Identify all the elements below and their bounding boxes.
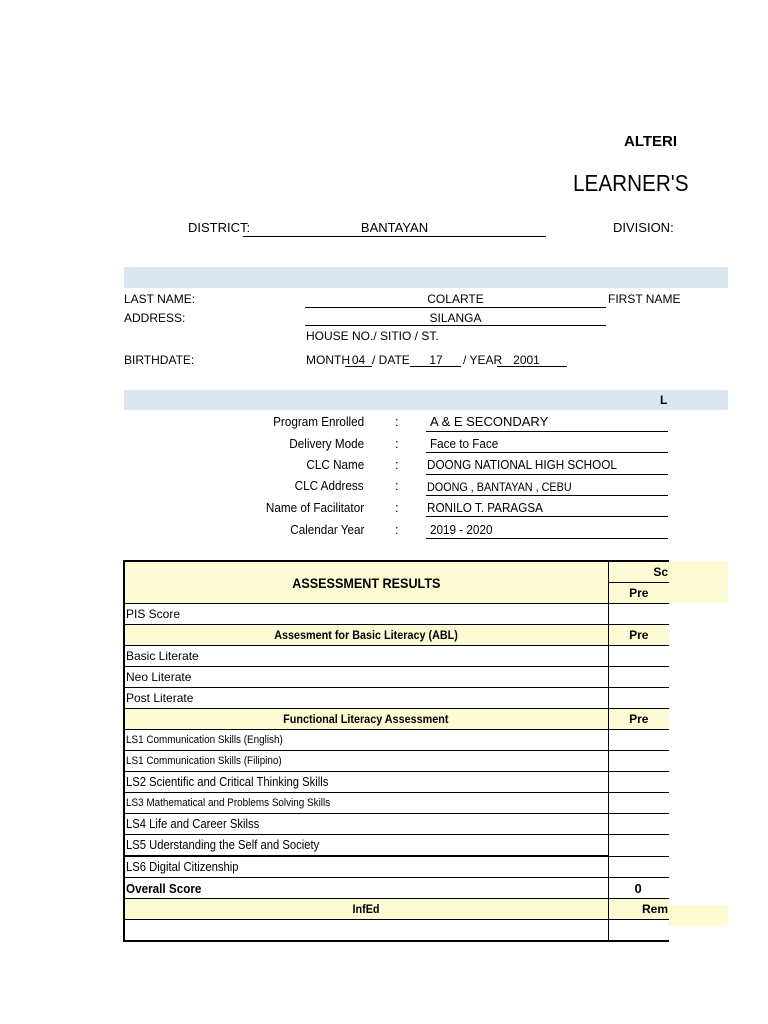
program-enrolled-colon: : [395,414,399,429]
pis-score-label: PIS Score [124,604,608,625]
table-row [124,856,669,878]
form-title: LEARNER'S [573,170,689,196]
abl-header: Assesment for Basic Literacy (ABL) [124,625,608,646]
calendar-year-label: Calendar Year [289,522,364,537]
birth-day-value: 17 [429,353,443,367]
section-band-letter: L [660,393,668,407]
abl-row-label: Neo Literate [124,667,608,688]
infed-header: InfEd [124,899,608,920]
overall-score-label: Overall Score [124,878,608,899]
clc-name-colon: : [395,457,399,472]
delivery-mode-value: Face to Face [430,436,499,451]
clc-address-label: CLC Address [295,478,364,493]
pis-row [124,604,669,625]
facilitator-underline [426,516,668,517]
section-band-personal [124,267,728,288]
pis-score-value [608,604,669,625]
calendar-year-underline [426,538,668,539]
facilitator-label: Name of Facilitator [265,500,364,515]
clc-name-underline [426,474,668,475]
ls-row-label: LS4 Life and Career Skilss [124,814,608,835]
results-header-row [124,561,669,583]
ls-row-value [608,793,669,814]
division-label: DIVISION: [613,220,674,235]
district-value: BANTAYAN [360,220,429,235]
infed-row [124,920,669,942]
delivery-mode-label: Delivery Mode [289,436,364,451]
abl-row-value [608,688,669,709]
program-enrolled-value: A & E SECONDARY [430,414,549,429]
assessment-results-table [123,560,669,942]
birth-year-value: 2001 [513,353,540,367]
ls-row-label: LS1 Communication Skills (Filipino) [124,751,608,772]
ls-row-label: LS2 Scientific and Critical Thinking Skills [124,772,608,793]
address-caption: HOUSE NO./ SITIO / ST. [306,329,439,343]
birth-year-underline [497,366,567,367]
birthdate-label: BIRTHDATE: [124,353,195,367]
rem-value [608,920,669,942]
fla-pre-header: Pre [608,709,669,730]
district-underline [243,236,546,237]
overall-score-value: 0 [608,878,669,899]
first-name-label: FIRST NAME [608,292,681,306]
ls-row-value [608,751,669,772]
abl-row-label: Basic Literate [124,646,608,667]
delivery-mode-underline [426,452,668,453]
section-band-program [124,390,728,410]
address-label: ADDRESS: [124,311,186,325]
rem-header: Rem [608,899,669,920]
ls-row-value [608,835,669,857]
ls-row-value [608,856,669,878]
facilitator-colon: : [395,500,399,515]
fla-header: Functional Literacy Assessment [124,709,608,730]
table-row [124,667,669,688]
table-row [124,793,669,814]
district-label: DISTRICT: [188,220,251,235]
table-row [124,751,669,772]
ls-row-label: LS3 Mathematical and Problems Solving Skills [124,793,608,814]
program-enrolled-underline [426,431,668,432]
clc-name-value: DOONG NATIONAL HIGH SCHOOL [427,457,617,472]
program-enrolled-label: Program Enrolled [272,414,364,429]
birth-date-label: / DATE [372,353,410,367]
clc-name-label: CLC Name [306,457,364,472]
abl-row-value [608,646,669,667]
abl-row-value [608,667,669,688]
last-name-label: LAST NAME: [124,292,196,306]
overall-row [124,878,669,899]
clc-address-underline [426,495,668,496]
address-value: SILANGA [429,311,482,325]
pre-header: Pre [608,583,669,604]
abl-pre-header: Pre [608,625,669,646]
score-header: Sc [608,561,669,583]
table-row [124,835,669,857]
address-underline [305,325,606,326]
infed-value [124,920,608,942]
program-title-fragment: ALTERI [624,133,678,150]
birth-month-underline [345,366,372,367]
table-row [124,814,669,835]
facilitator-value: RONILO T. PARAGSA [427,500,543,515]
last-name-underline [305,307,606,308]
birth-month-label: MONTH [306,353,350,367]
clc-address-value: DOONG , BANTAYAN , CEBU [427,480,572,494]
last-name-value: COLARTE [427,292,484,306]
ls-row-value [608,814,669,835]
fla-header-row [124,709,669,730]
table-row [124,646,669,667]
score-header-extension [668,561,728,603]
assessment-results-title: ASSESSMENT RESULTS [124,561,608,604]
ls-row-label: LS5 Uderstanding the Self and Society [124,835,608,857]
ls-row-value [608,772,669,793]
table-row [124,688,669,709]
birth-day-underline [410,366,461,367]
abl-header-row [124,625,669,646]
abl-row-label: Post Literate [124,688,608,709]
infed-header-row [124,899,669,920]
birth-month-value: 04 [351,353,366,367]
rem-header-extension [668,905,728,926]
table-row [124,772,669,793]
birth-year-label: / YEAR [463,353,503,367]
table-row [124,730,669,751]
ls-row-label: LS1 Communication Skills (English) [124,730,608,751]
calendar-year-colon: : [395,522,399,537]
delivery-mode-colon: : [395,436,399,451]
ls-row-value [608,730,669,751]
calendar-year-value: 2019 - 2020 [430,522,493,537]
ls-row-label: LS6 Digital Citizenship [124,856,608,878]
clc-address-colon: : [395,478,399,493]
